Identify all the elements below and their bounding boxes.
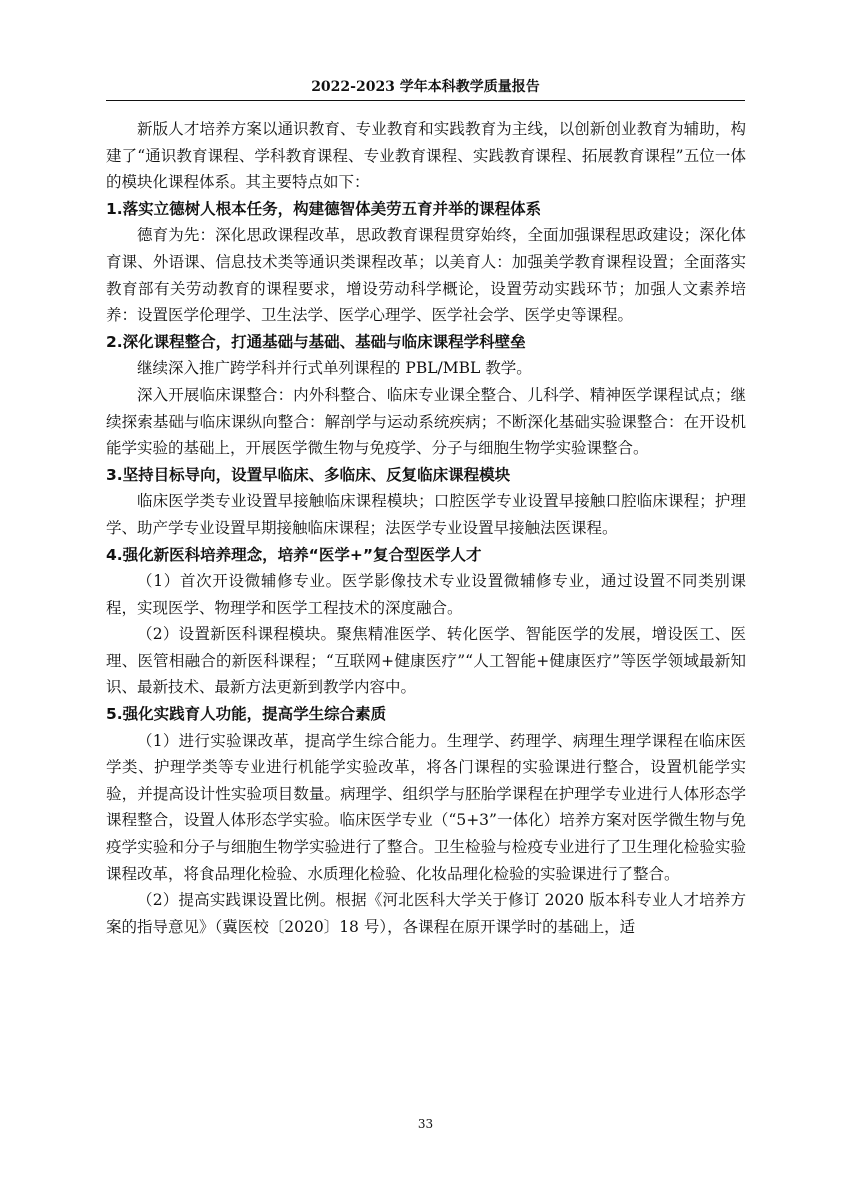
- document-body: [106, 116, 746, 940]
- intro-paragraph: 新版人才培养方案以通识教育、专业教育和实践教育为主线，以创新创业教育为辅助，构建了“通识教育课程、学科教育课程、专业教育课程、实践教育课程、拓展教育课程”五位一体的模块化课程体系。其主要特点如下：: [106, 120, 746, 192]
- section-heading-5: 5.强化实践育人功能，提高学生综合素质: [106, 705, 387, 724]
- section-3-paragraph: 临床医学类专业设置早接触临床课程模块；口腔医学专业设置早接触口腔临床课程；护理学、助产学专业设置早期接触临床课程；法医学专业设置早接触法医课程。: [106, 492, 746, 537]
- page-number: 33: [417, 1117, 434, 1131]
- section-4-paragraph-1: （1）首次开设微辅修专业。医学影像技术专业设置微辅修专业，通过设置不同类别课程，实现医学、物理学和医学工程技术的深度融合。: [106, 572, 746, 617]
- section-heading-1: 1.落实立德树人根本任务，构建德智体美劳五育并举的课程体系: [106, 199, 542, 218]
- section-2-paragraph-1: 继续深入推广跨学科并行式单列课程的 PBL/MBL 教学。: [137, 359, 532, 378]
- section-2-paragraph-2: 深入开展临床课整合：内外科整合、临床专业课全整合、儿科学、精神医学课程试点；继续探索基础与临床课纵向整合：解剖学与运动系统疾病；不断深化基础实验课整合：在开设机能学实验的基础上，开展医学微生物与免疫学、分子与细胞生物学实验课整合。: [106, 385, 746, 458]
- section-heading-4: 4.强化新医科培养理念，培养“医学+”复合型医学人才: [106, 545, 482, 564]
- section-4-paragraph-2: （2）设置新医科课程模块。聚焦精准医学、转化医学、智能医学的发展，增设医工、医理、医管相融合的新医科课程；“互联网+健康医疗”“人工智能+健康医疗”等医学领域最新知识、最新技术、最新方法更新到教学内容中。: [106, 625, 746, 697]
- section-heading-3: 3.坚持目标导向，设置早临床、多临床、反复临床课程模块: [106, 465, 511, 484]
- section-5-paragraph-2: （2）提高实践课设置比例。根据《河北医科大学关于修订 2020 版本科专业人才培养方案的指导意见》（冀医校〔2020〕18 号），各课程在原开课学时的基础上，适: [106, 891, 746, 936]
- page-header-title: 2022-2023 学年本科教学质量报告: [311, 79, 540, 95]
- header-divider: [106, 100, 745, 101]
- section-5-paragraph-1: （1）进行实验课改革，提高学生综合能力。生理学、药理学、病理生理学课程在临床医学类、护理学类等专业进行机能学实验改革，将各门课程的实验课进行整合，设置机能学实验，并提高设计性实验项目数量。病理学、组织学与胚胎学课程在护理学专业进行人体形态学课程整合，设置人体形态学实验。临床医学专业（“5+3”一体化）培养方案对医学微生物与免疫学实验和分子与细胞生物学实验进行了整合。卫生检验与检疫专业进行了卫生理化检验实验课程改革，将食品理化检验、水质理化检验、化妆品理化检验的实验课进行了整合。: [106, 731, 746, 883]
- section-1-paragraph: 德育为先：深化思政课程改革，思政教育课程贯穿始终，全面加强课程思政建设；深化体育课、外语课、信息技术类等通识类课程改革；以美育人：加强美学教育课程设置；全面落实教育部有关劳动教育的课程要求，增设劳动科学概论，设置劳动实践环节；加强人文素养培养：设置医学伦理学、卫生法学、医学心理学、医学社会学、医学史等课程。: [106, 226, 746, 325]
- section-heading-2: 2.深化课程整合，打通基础与基础、基础与临床课程学科壁垒: [106, 332, 526, 351]
